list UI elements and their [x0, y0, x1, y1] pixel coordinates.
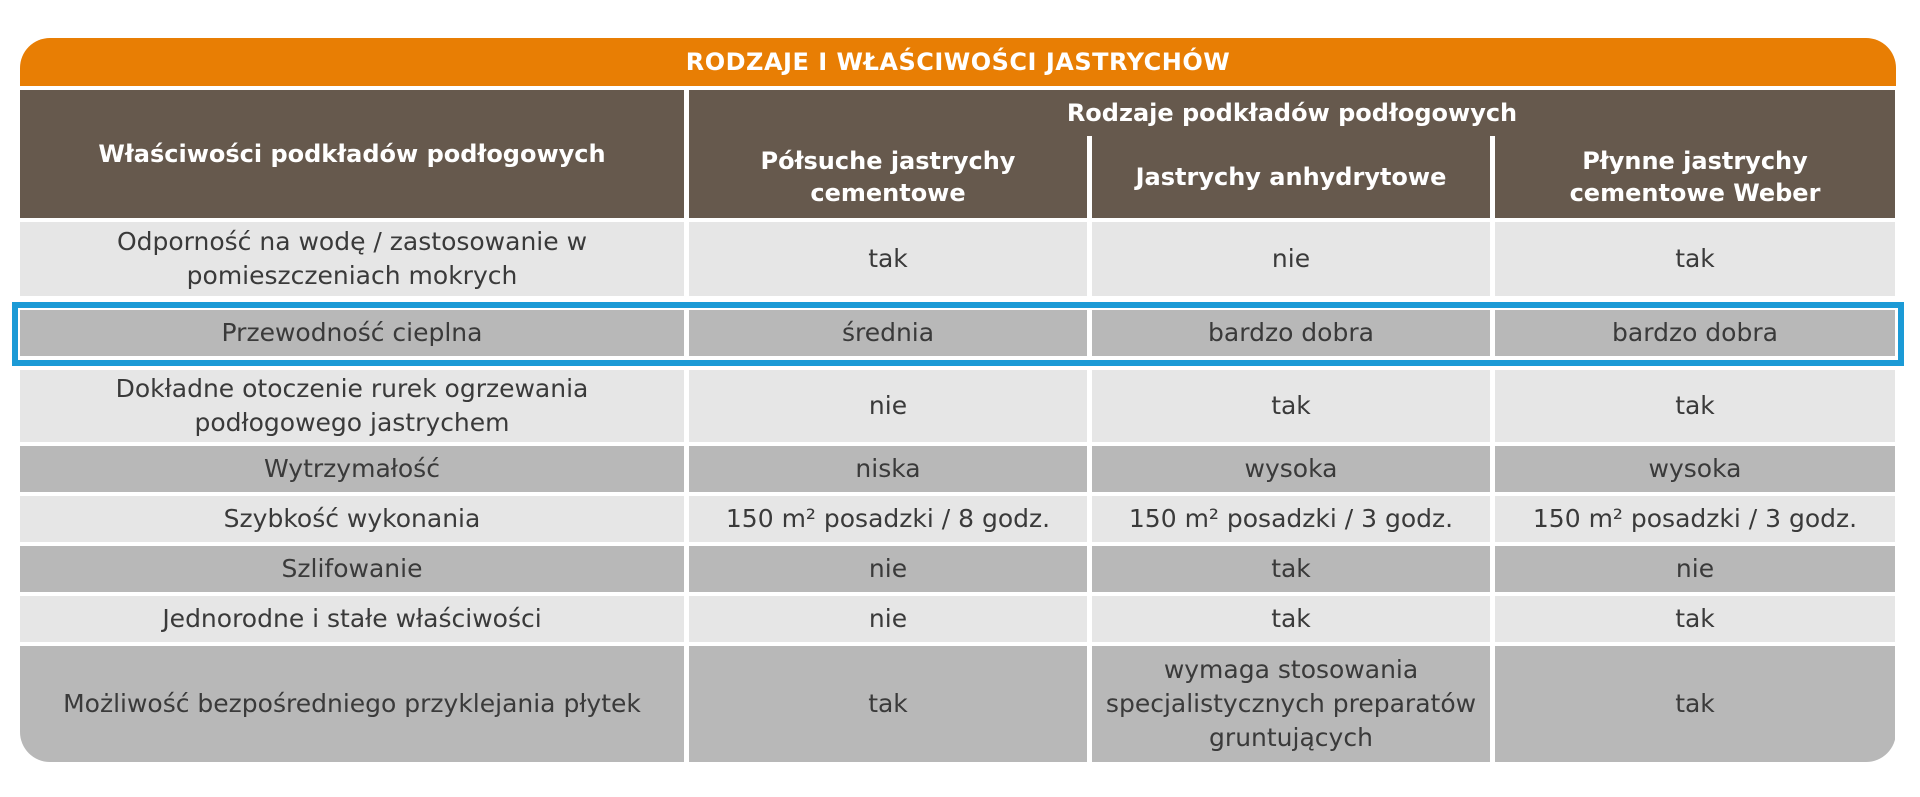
row-label: Jednorodne i stałe właściwości: [20, 596, 684, 642]
comparison-table: [20, 38, 1896, 762]
table-cell: wysoka: [1495, 446, 1895, 492]
column-header: Płynne jastrychy cementowe Weber: [1495, 136, 1895, 218]
table-cell: wysoka: [1092, 446, 1490, 492]
table-cell: 150 m² posadzki / 3 godz.: [1092, 496, 1490, 542]
table-cell: średnia: [689, 310, 1087, 356]
table-cell: tak: [1092, 546, 1490, 592]
table-title: RODZAJE I WŁAŚCIWOŚCI JASTRYCHÓW: [20, 38, 1896, 86]
table-cell: tak: [1495, 596, 1895, 642]
column-header: Jastrychy anhydrytowe: [1092, 136, 1490, 218]
row-label: Przewodność cieplna: [20, 310, 684, 356]
table-cell: tak: [1495, 370, 1895, 442]
table-grid: [20, 86, 1896, 762]
row-label: Odporność na wodę / zastosowanie w pomieszczeniach mokrych: [20, 222, 684, 296]
table-cell: bardzo dobra: [1092, 310, 1490, 356]
table-cell: tak: [689, 646, 1087, 762]
table-cell: nie: [1495, 546, 1895, 592]
row-label: Możliwość bezpośredniego przyklejania płytek: [20, 646, 684, 762]
table-cell: tak: [1092, 596, 1490, 642]
table-cell: bardzo dobra: [1495, 310, 1895, 356]
table-cell: tak: [1495, 222, 1895, 296]
properties-header: Właściwości podkładów podłogowych: [20, 90, 684, 218]
group-header: Rodzaje podkładów podłogowych: [689, 90, 1895, 136]
table-cell: nie: [689, 546, 1087, 592]
table-cell: tak: [1495, 646, 1895, 762]
row-label: Szybkość wykonania: [20, 496, 684, 542]
table-cell: niska: [689, 446, 1087, 492]
table-cell: nie: [689, 596, 1087, 642]
table-cell: tak: [1092, 370, 1490, 442]
table-cell: nie: [1092, 222, 1490, 296]
row-label: Szlifowanie: [20, 546, 684, 592]
row-label: Dokładne otoczenie rurek ogrzewania podłogowego jastrychem: [20, 370, 684, 442]
table-cell: wymaga stosowania specjalistycznych preparatów gruntujących: [1092, 646, 1490, 762]
table-cell: nie: [689, 370, 1087, 442]
table-cell: 150 m² posadzki / 3 godz.: [1495, 496, 1895, 542]
table-cell: tak: [689, 222, 1087, 296]
table-cell: 150 m² posadzki / 8 godz.: [689, 496, 1087, 542]
row-label: Wytrzymałość: [20, 446, 684, 492]
column-header: Półsuche jastrychy cementowe: [689, 136, 1087, 218]
